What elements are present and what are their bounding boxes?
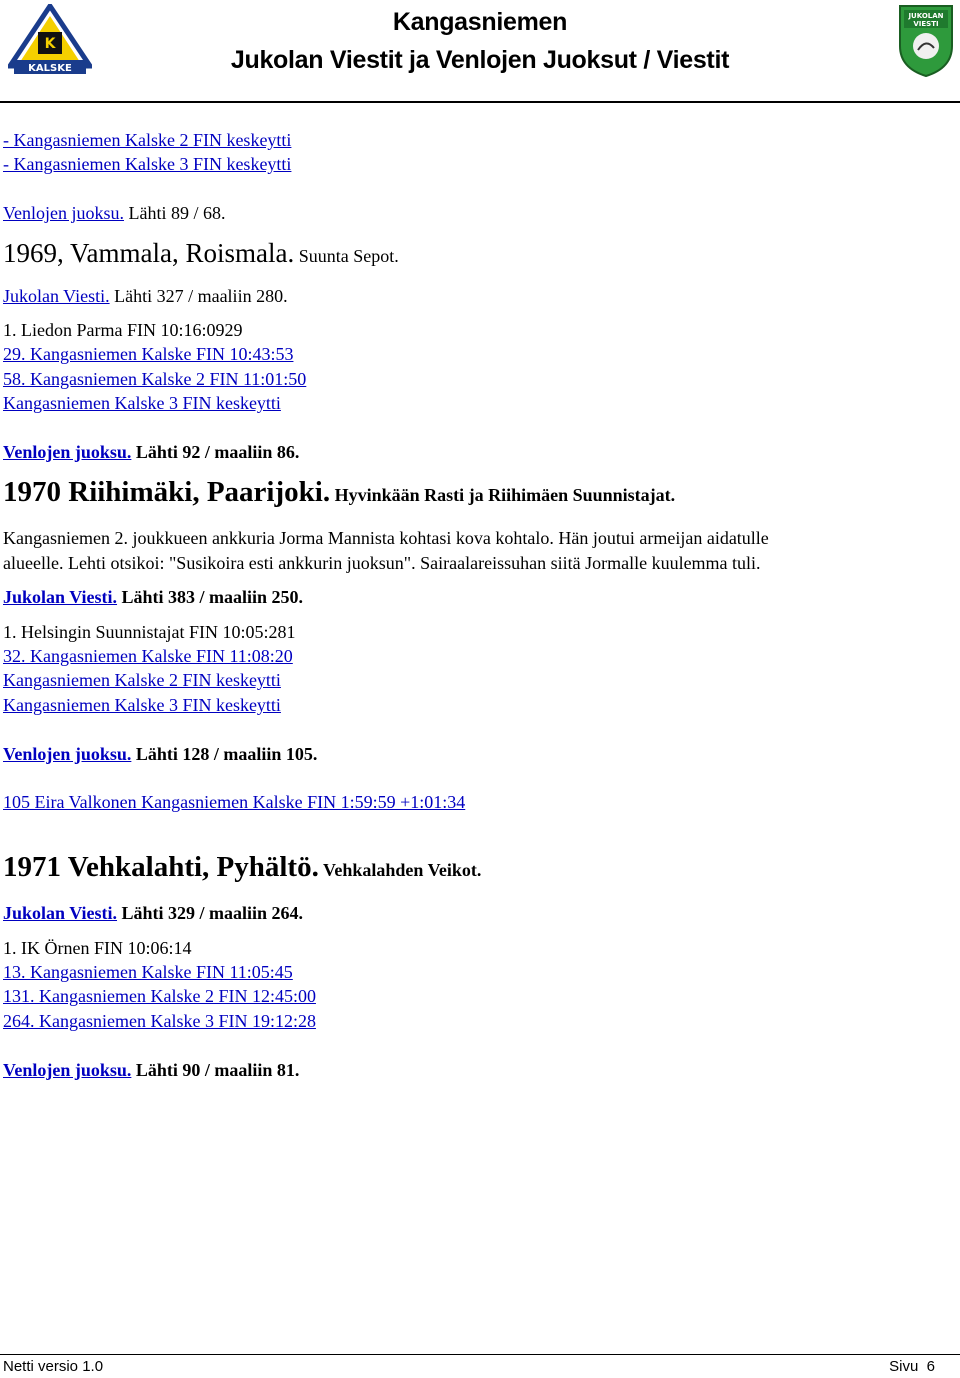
- document-body: [3, 128, 953, 1082]
- page-title: Kangasniemen: [392, 8, 568, 36]
- page-number: Sivu 6: [889, 1358, 935, 1375]
- header-divider: [0, 101, 960, 103]
- result-line[interactable]: 58. Kangasniemen Kalske 2 FIN 11:01:50: [3, 368, 307, 389]
- organizer-1971: Vehkalahden Veikot.: [318, 860, 482, 881]
- start-count: Lähti 89 / 68.: [124, 203, 226, 224]
- year-heading-1969: 1969, Vammala, Roismala.: [3, 237, 295, 268]
- svg-text:JUKOLAN: JUKOLAN: [908, 12, 944, 20]
- start-finish-count: Lähti 90 / maaliin 81.: [131, 1059, 300, 1080]
- venlojen-juoksu-link[interactable]: Venlojen juoksu.: [3, 1059, 132, 1080]
- result-line[interactable]: Kangasniemen Kalske 3 FIN keskeytti: [3, 694, 281, 715]
- jukolan-viesti-link[interactable]: Jukolan Viesti.: [3, 285, 110, 306]
- year-heading-1970: 1970 Riihimäki, Paarijoki.: [3, 476, 331, 509]
- story-paragraph-line: alueelle. Lehti otsikoi: "Susikoira esti ankkurin juoksun". Sairaalareissuhan siitä Jormalle kuulemma tuli.: [3, 552, 761, 573]
- start-finish-count: Lähti 327 / maaliin 280.: [109, 285, 288, 306]
- venlojen-juoksu-link[interactable]: Venlojen juoksu.: [3, 743, 132, 764]
- svg-text:VIESTI: VIESTI: [913, 20, 939, 28]
- svg-text:KALSKE: KALSKE: [28, 63, 72, 74]
- jukolan-viesti-link[interactable]: Jukolan Viesti.: [3, 903, 118, 924]
- page-footer: [3, 1358, 957, 1378]
- result-line[interactable]: 131. Kangasniemen Kalske 2 FIN 12:45:00: [3, 986, 316, 1007]
- start-finish-count: Lähti 383 / maaliin 250.: [117, 587, 304, 608]
- organizer-1969: Suunta Sepot.: [294, 245, 399, 266]
- result-line[interactable]: 29. Kangasniemen Kalske FIN 10:43:53: [3, 344, 294, 365]
- result-line: 1. IK Örnen FIN 10:06:14: [3, 937, 192, 958]
- result-line[interactable]: 105 Eira Valkonen Kangasniemen Kalske FIN 1:59:59 +1:01:34: [3, 792, 466, 813]
- story-paragraph-line: Kangasniemen 2. joukkueen ankkuria Jorma Mannista kohtasi kova kohtalo. Hän joutui armeijan aidatulle: [3, 528, 769, 549]
- version-label: Netti versio 1.0: [3, 1358, 104, 1375]
- venlojen-juoksu-link[interactable]: Venlojen juoksu.: [3, 442, 132, 463]
- result-line[interactable]: 13. Kangasniemen Kalske FIN 11:05:45: [3, 962, 293, 983]
- result-line: 1. Liedon Parma FIN 10:16:0929: [3, 320, 243, 341]
- organizer-1970: Hyvinkään Rasti ja Riihimäen Suunnistajat.: [330, 485, 676, 506]
- year-heading-1971: 1971 Vehkalahti, Pyhältö.: [3, 851, 319, 884]
- jukolan-viesti-link[interactable]: Jukolan Viesti.: [3, 587, 118, 608]
- svg-text:JUKOLAN VIESTI: JUKOLAN VIESTI: [922, 72, 930, 73]
- result-line[interactable]: - Kangasniemen Kalske 2 FIN keskeytti: [3, 130, 292, 150]
- start-finish-count: Lähti 329 / maaliin 264.: [117, 903, 304, 924]
- venlojen-juoksu-link[interactable]: Venlojen juoksu.: [3, 203, 124, 224]
- svg-text:K: K: [44, 36, 56, 52]
- page-subtitle: Jukolan Viestit ja Venlojen Juoksut / Viestit: [230, 46, 730, 74]
- page-header: [0, 0, 960, 100]
- result-line[interactable]: 32. Kangasniemen Kalske FIN 11:08:20: [3, 646, 293, 667]
- result-line: 1. Helsingin Suunnistajat FIN 10:05:281: [3, 621, 296, 642]
- result-line[interactable]: Kangasniemen Kalske 2 FIN keskeytti: [3, 670, 281, 691]
- start-finish-count: Lähti 128 / maaliin 105.: [131, 743, 318, 764]
- result-line[interactable]: Kangasniemen Kalske 3 FIN keskeytti: [3, 393, 281, 414]
- result-line[interactable]: 264. Kangasniemen Kalske 3 FIN 19:12:28: [3, 1010, 316, 1031]
- start-finish-count: Lähti 92 / maaliin 86.: [131, 442, 300, 463]
- result-line[interactable]: - Kangasniemen Kalske 3 FIN keskeytti: [3, 154, 292, 175]
- jukolan-viesti-logo: [896, 2, 956, 78]
- footer-divider: [0, 1354, 960, 1355]
